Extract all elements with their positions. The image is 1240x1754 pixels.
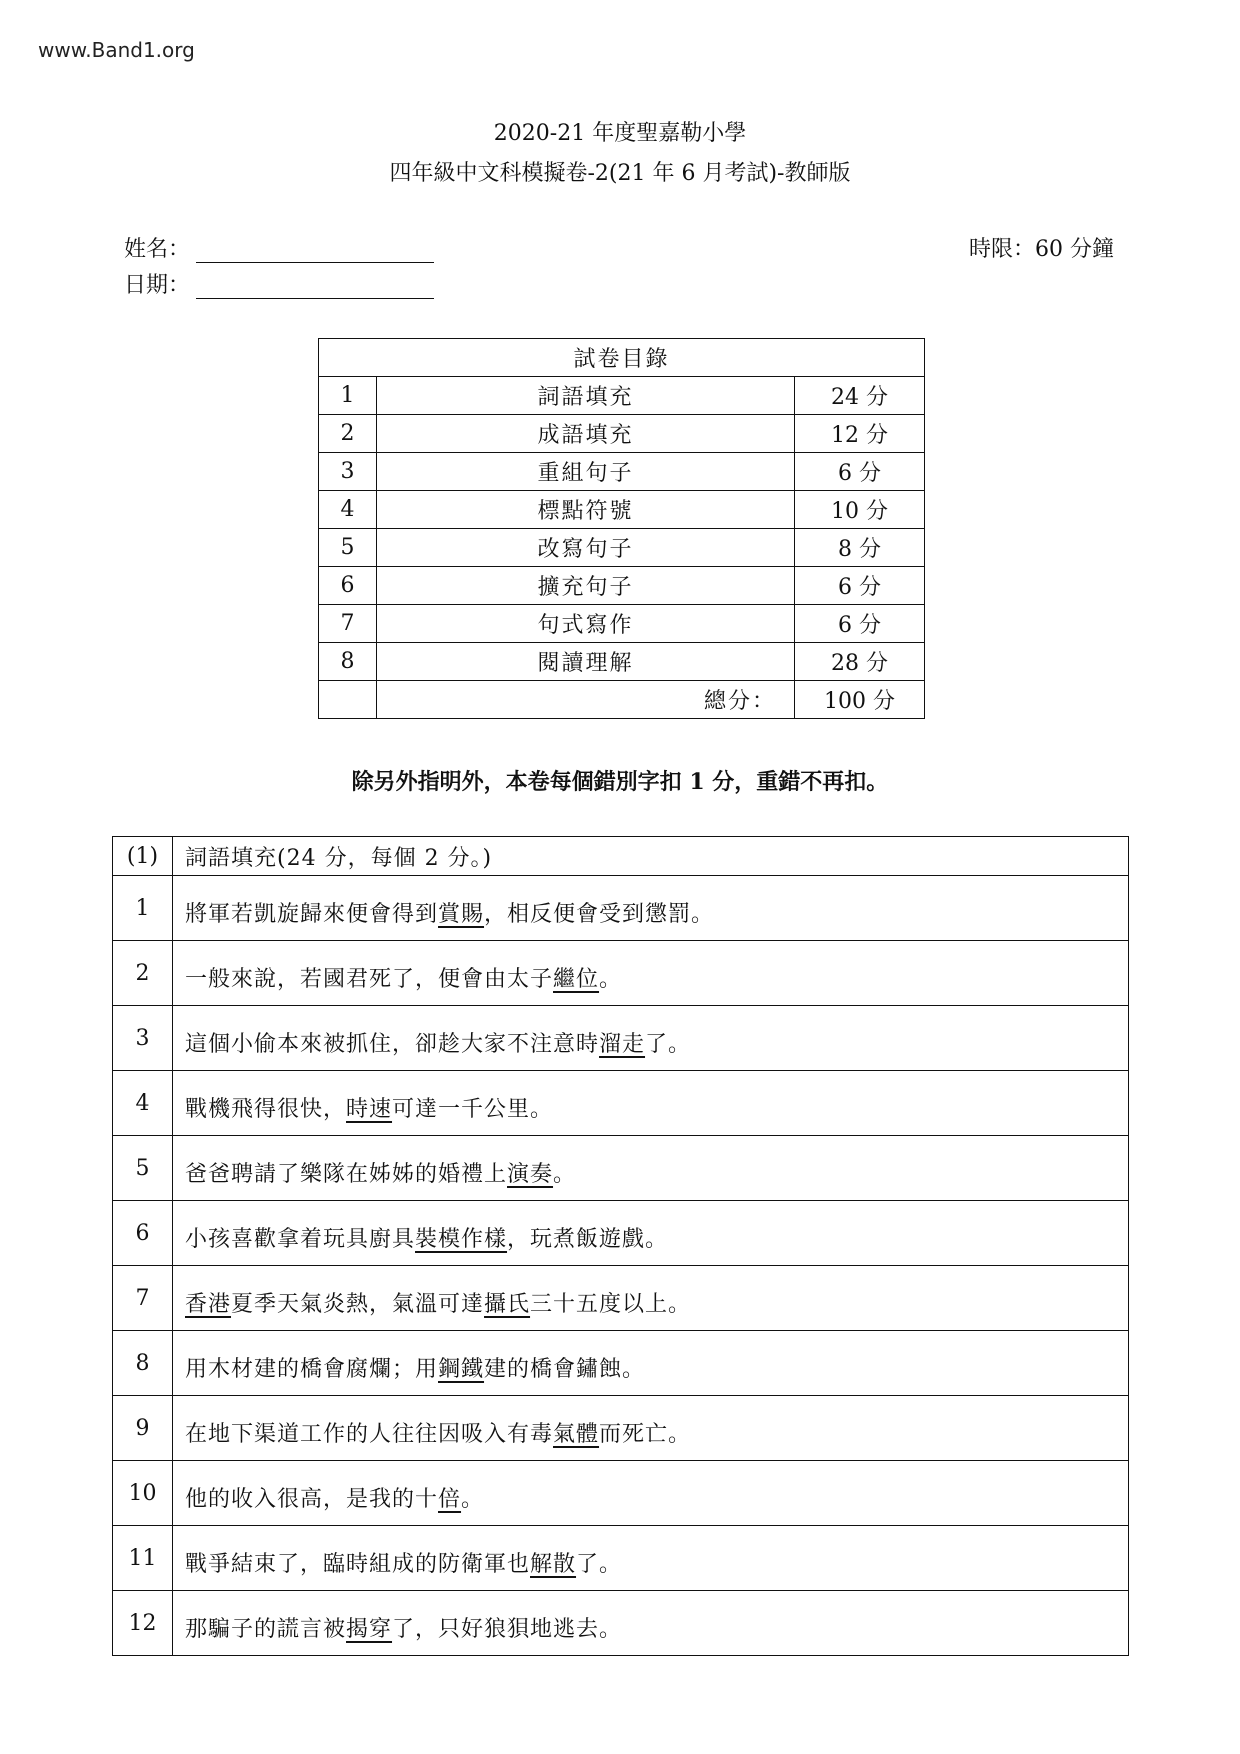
section-name: 閱讀理解 (377, 643, 795, 681)
answer-word: 香港 (185, 1291, 232, 1317)
sentence-fragment: 小孩喜歡拿着玩具廚具 (185, 1226, 416, 1252)
question-row (113, 1071, 1129, 1136)
question-row (113, 941, 1129, 1006)
sentence-fragment: 那騙子的謊言被 (185, 1616, 347, 1642)
question-row (113, 1591, 1129, 1656)
sentence-fragment: 戰爭結束了，臨時組成的防衛軍也 (185, 1551, 531, 1577)
section-number: 7 (319, 605, 377, 643)
section-marks: 8 分 (795, 529, 925, 567)
answer-word: 氣體 (553, 1421, 600, 1447)
contents-header: 試卷目錄 (319, 339, 925, 377)
name-label: 姓名： (124, 237, 191, 262)
answer-word: 解散 (530, 1551, 577, 1577)
sentence-fragment: 他的收入很高，是我的十 (185, 1486, 439, 1512)
contents-row (319, 415, 925, 453)
part1-table (112, 836, 1129, 1656)
section-marks: 6 分 (795, 605, 925, 643)
section-name: 標點符號 (377, 491, 795, 529)
sentence-fragment: 將軍若凱旋歸來便會得到 (185, 901, 439, 927)
question-text (173, 1331, 1129, 1396)
sentence-fragment: ，玩煮飯遊戲。 (507, 1226, 669, 1252)
total-value: 100 分 (795, 681, 925, 719)
section-name: 句式寫作 (377, 605, 795, 643)
question-row (113, 1331, 1129, 1396)
section-marks: 6 分 (795, 453, 925, 491)
question-number: 12 (113, 1591, 173, 1656)
sentence-fragment: 。 (599, 966, 623, 992)
question-number: 10 (113, 1461, 173, 1526)
section-name: 重組句子 (377, 453, 795, 491)
sentence-fragment: 。 (461, 1486, 485, 1512)
section-marks: 10 分 (795, 491, 925, 529)
date-field[interactable] (124, 268, 434, 299)
name-blank-line[interactable] (196, 238, 434, 263)
question-number: 11 (113, 1526, 173, 1591)
question-text (173, 1526, 1129, 1591)
exam-subtitle: 四年級中文科模擬卷-2(21 年 6 月考試)-教師版 (389, 161, 851, 186)
name-field[interactable] (124, 232, 434, 263)
question-number: 3 (113, 1006, 173, 1071)
question-row (113, 876, 1129, 941)
question-row (113, 1461, 1129, 1526)
question-number: 9 (113, 1396, 173, 1461)
answer-word: 鋼鐵 (438, 1356, 485, 1382)
sentence-fragment: 了。 (645, 1031, 692, 1057)
sentence-fragment: 這個小偷本來被抓住，卻趁大家不注意時 (185, 1031, 600, 1057)
section-number: 8 (319, 643, 377, 681)
section-marks: 28 分 (795, 643, 925, 681)
date-blank-line[interactable] (196, 274, 434, 299)
answer-word: 攝氏 (484, 1291, 531, 1317)
contents-row (319, 567, 925, 605)
answer-word: 溜走 (599, 1031, 646, 1057)
question-number: 2 (113, 941, 173, 1006)
section-marks: 24 分 (795, 377, 925, 415)
sentence-fragment: 三十五度以上。 (530, 1291, 692, 1317)
question-text (173, 1461, 1129, 1526)
question-text (173, 1071, 1129, 1136)
time-limit: 時限：60 分鐘 (969, 237, 1114, 262)
sentence-fragment: 一般來說，若國君死了，便會由太子 (185, 966, 554, 992)
contents-row (319, 491, 925, 529)
question-number: 8 (113, 1331, 173, 1396)
contents-row (319, 453, 925, 491)
section-name: 詞語填充 (377, 377, 795, 415)
empty-cell (319, 681, 377, 719)
section-number: 6 (319, 567, 377, 605)
total-label: 總分： (377, 681, 795, 719)
section-number: 2 (319, 415, 377, 453)
question-number: 6 (113, 1201, 173, 1266)
sentence-fragment: 戰機飛得很快， (185, 1096, 347, 1122)
sentence-fragment: 夏季天氣炎熱，氣溫可達 (231, 1291, 485, 1317)
section-number: 3 (319, 453, 377, 491)
part-number: (1) (113, 837, 173, 876)
question-row (113, 1526, 1129, 1591)
sentence-fragment: ，相反便會受到懲罰。 (484, 901, 715, 927)
section-number: 5 (319, 529, 377, 567)
sentence-fragment: 可達一千公里。 (392, 1096, 554, 1122)
section-number: 4 (319, 491, 377, 529)
website-watermark: www.Band1.org (38, 38, 195, 62)
question-number: 5 (113, 1136, 173, 1201)
question-text (173, 1136, 1129, 1201)
contents-total-row (319, 681, 925, 719)
section-name: 成語填充 (377, 415, 795, 453)
exam-title: 2020-21 年度聖嘉勒小學 (493, 121, 747, 146)
question-number: 4 (113, 1071, 173, 1136)
answer-word: 繼位 (553, 966, 600, 992)
question-row (113, 1396, 1129, 1461)
sentence-fragment: 建的橋會鏽蝕。 (484, 1356, 646, 1382)
question-row (113, 1266, 1129, 1331)
question-row (113, 1201, 1129, 1266)
part-title: 詞語填充(24 分，每個 2 分。) (173, 837, 1129, 876)
question-text (173, 1266, 1129, 1331)
question-number: 7 (113, 1266, 173, 1331)
sentence-fragment: 爸爸聘請了樂隊在姊姊的婚禮上 (185, 1161, 508, 1187)
answer-word: 揭穿 (346, 1616, 393, 1642)
sentence-fragment: 用木材建的橋會腐爛；用 (185, 1356, 439, 1382)
answer-word: 時速 (346, 1096, 393, 1122)
question-text (173, 1201, 1129, 1266)
answer-word: 賞賜 (438, 901, 485, 927)
section-marks: 6 分 (795, 567, 925, 605)
date-label: 日期： (124, 273, 191, 298)
contents-row (319, 529, 925, 567)
contents-table (318, 338, 925, 719)
sentence-fragment: 在地下渠道工作的人往往因吸入有毒 (185, 1421, 554, 1447)
question-row (113, 1006, 1129, 1071)
contents-row (319, 377, 925, 415)
question-text (173, 1396, 1129, 1461)
question-text (173, 876, 1129, 941)
question-number: 1 (113, 876, 173, 941)
section-marks: 12 分 (795, 415, 925, 453)
spelling-notice: 除另外指明外，本卷每個錯別字扣 1 分，重錯不再扣。 (351, 769, 889, 795)
answer-word: 裝模作樣 (415, 1226, 508, 1252)
section-name: 擴充句子 (377, 567, 795, 605)
question-text (173, 1006, 1129, 1071)
section-name: 改寫句子 (377, 529, 795, 567)
sentence-fragment: 了，只好狼狽地逃去。 (392, 1616, 623, 1642)
answer-word: 演奏 (507, 1161, 554, 1187)
question-row (113, 1136, 1129, 1201)
contents-row (319, 643, 925, 681)
answer-word: 倍 (438, 1486, 462, 1512)
section-number: 1 (319, 377, 377, 415)
sentence-fragment: 了。 (576, 1551, 623, 1577)
question-text (173, 941, 1129, 1006)
question-text (173, 1591, 1129, 1656)
part1-header-row (113, 837, 1129, 876)
sentence-fragment: 。 (553, 1161, 577, 1187)
sentence-fragment: 而死亡。 (599, 1421, 692, 1447)
contents-row (319, 605, 925, 643)
